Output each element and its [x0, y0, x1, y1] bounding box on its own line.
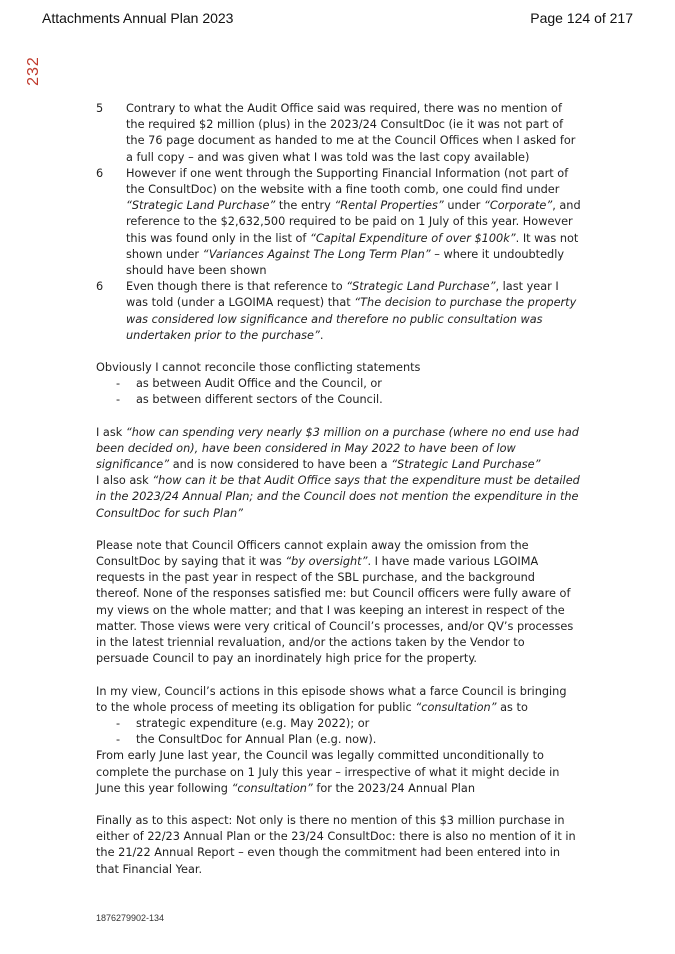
numbered-item: [96, 101, 581, 166]
text-run: for the 2023/24 Annual Plan: [312, 781, 476, 795]
page-header: [0, 0, 675, 30]
item-number: 6: [96, 280, 104, 294]
numbered-item: [96, 166, 581, 279]
numbered-item: [96, 279, 581, 344]
dash-item: [96, 392, 581, 408]
item-number: 6: [96, 166, 104, 180]
early-june-paragraph: [96, 748, 581, 797]
text-run: as to: [496, 700, 528, 714]
dash-marker: -: [116, 393, 121, 407]
dash-text: the ConsultDoc for Annual Plan (e.g. now).: [136, 733, 377, 747]
text-run: the entry: [275, 199, 335, 213]
dash-marker: -: [116, 377, 121, 391]
italic-text: “how can spending very nearly $3 million on a purchase (where no end use had been decided on), have been considered in May 2022 to have been of low significance”: [96, 425, 579, 472]
finally-paragraph: Finally as to this aspect: Not only is there no mention of this $3 million purchase in either of 22/23 Annual Plan or the 23/24 ConsultDoc: there is also no mention of it in the 21/22 Annual Report – even though the commitment had been entered into in that Financial Year.: [96, 813, 576, 876]
italic-text: “by oversight”: [285, 555, 368, 569]
text-run: – where it undoubtedly should have been shown: [126, 247, 565, 278]
text-run: I ask: [96, 425, 126, 439]
item-text: [126, 279, 581, 344]
text-run: Please note that Council Officers cannot explain away the omission from the ConsultDoc by saying that it was: [96, 538, 529, 569]
italic-text: “Capital Expenditure of over $100k”: [309, 231, 516, 245]
ask-paragraph: [96, 425, 581, 474]
text-run: In my view, Council’s actions in this episode shows what a farce Council is bringing to the whole process of meeting its obligation for public: [96, 684, 567, 714]
header-title: Attachments Annual Plan 2023: [42, 10, 234, 26]
text-run: .: [319, 328, 324, 342]
dash-text: as between different sectors of the Council.: [136, 393, 383, 407]
italic-text: “Strategic Land Purchase”: [391, 458, 541, 472]
view-paragraph: [96, 684, 581, 716]
document-code: 1876279902-134: [96, 913, 165, 923]
italic-text: “Rental Properties”: [334, 199, 444, 213]
dash-text: as between Audit Office and the Council, or: [136, 377, 382, 391]
dash-item: [96, 716, 581, 732]
text-run: , last year I was told (under a LGOIMA request) that: [126, 280, 559, 310]
document-body: [96, 101, 581, 878]
italic-text: “consultation”: [415, 700, 497, 714]
text-run: and is now considered to have been a: [169, 458, 392, 472]
text-run: From early June last year, the Council was legally committed unconditionally to complete the purchase on 1 July this year – irrespective of what it might decide in June this year following: [96, 749, 560, 795]
italic-text: “Corporate”: [484, 199, 553, 213]
item-number: 5: [96, 102, 104, 115]
item-text: [126, 166, 581, 279]
italic-text: “how can it be that Audit Office says that the expenditure must be detailed in the 2023/24 Annual Plan; and the Council does not mention the expenditure in the ConsultDoc for such Plan”: [96, 474, 580, 520]
text-run: Contrary to what the Audit Office said was required, there was no mention of the required $2 million (plus) in the 2023/24 ConsultDoc (ie it was not part of the 76 page document as handed to me at the Council Offices when I asked for a full copy – and was given what I was told was the last copy available): [126, 102, 576, 164]
text-run: . I have made various LGOIMA requests in the past year in respect of the SBL purchase, and the background thereof. None of the responses satisfied me: but Council officers were fully aware of my views on the whole matter; and that I was keeping an interest in respect of the matter. Those views were very critical of Council’s processes, and/or QV’s processes in the latest triennial revaluation, and/or the actions taken by the Vendor to persuade Council to pay an inordinately high price for the property.: [96, 555, 574, 666]
side-page-stamp: 232: [25, 56, 42, 86]
dash-marker: -: [116, 716, 121, 730]
italic-text: “consultation”: [231, 781, 313, 795]
text-run: under: [443, 199, 485, 213]
italic-text: “Variances Against The Long Term Plan”: [202, 247, 431, 261]
dash-marker: -: [116, 733, 121, 747]
text-run: However if one went through the Supporting Financial Information (not part of the ConsultDoc) on the website with a fine tooth comb, one could find under: [126, 166, 569, 197]
dash-item: [96, 732, 581, 748]
dash-text: strategic expenditure (e.g. May 2022); or: [136, 716, 370, 730]
text-run: I also ask: [96, 474, 153, 488]
reconcile-lead: Obviously I cannot reconcile those conflicting statements: [96, 361, 421, 375]
text-run: Even though there is that reference to: [126, 280, 347, 294]
italic-text: “Strategic Land Purchase”: [346, 280, 496, 294]
text-run: , and reference to the $2,632,500 required to be paid on 1 July of this year. However this was found only in the list of: [126, 199, 581, 245]
italic-text: “The decision to purchase the property was considered low significance and therefore no public consultation was undertaken prior to the purchase”: [126, 296, 577, 342]
italic-text: “Strategic Land Purchase”: [126, 199, 276, 213]
note-paragraph: [96, 538, 581, 668]
text-run: . It was not shown under: [126, 231, 579, 261]
item-text: [126, 101, 581, 166]
header-page-number: Page 124 of 217: [530, 10, 633, 26]
also-ask-paragraph: [96, 473, 581, 522]
dash-item: [96, 376, 581, 392]
